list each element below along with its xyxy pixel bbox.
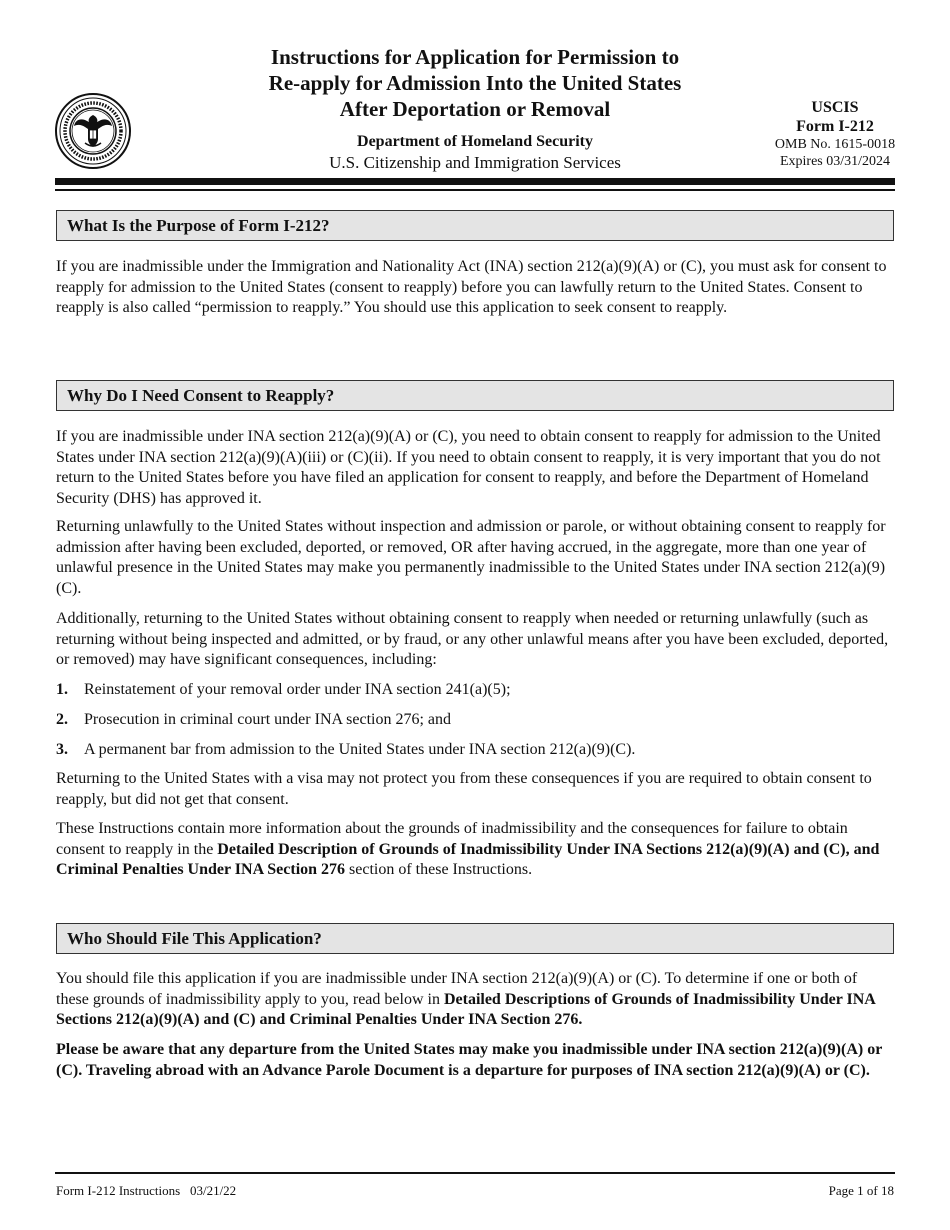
detailed-descriptions-reference: Detailed Descriptions of Grounds of Inadmissibility Under INA Sections 212(a)(9)(A) and (C) and Criminal Penalties Under INA Section 276. xyxy=(56,990,875,1028)
list-text: Prosecution in criminal court under INA section 276; and xyxy=(84,711,452,728)
list-number: 2. xyxy=(56,711,68,728)
title-line-3: After Deportation or Removal xyxy=(339,97,611,121)
list-text: Reinstatement of your removal order under INA section 241(a)(5); xyxy=(84,681,511,698)
agency-name: U.S. Citizenship and Immigration Services xyxy=(329,153,621,172)
header-rule-thick xyxy=(55,178,895,185)
expiration-date: Expires 03/31/2024 xyxy=(779,154,891,169)
department-name: Department of Homeland Security xyxy=(357,133,593,150)
form-id-block xyxy=(760,98,910,170)
title-line-1: Instructions for Application for Permission to xyxy=(270,45,680,69)
document-title xyxy=(230,44,720,122)
title-line-2: Re-apply for Admission Into the United States xyxy=(268,71,682,95)
who-paragraph-1-lead: You should file this application if you are inadmissible under INA section 212(a)(9)(A) or (C). To determine if one or both of these grounds of inadmissibility apply to you, read below in xyxy=(56,970,858,1008)
detailed-description-reference: Detailed Description of Grounds of Inadmissibility Under INA Sections 212(a)(9)(A) and (C), and Criminal Penalties Under INA Section 276 xyxy=(56,840,880,878)
dhs-seal-icon xyxy=(55,93,131,169)
omb-number: OMB No. 1615-0018 xyxy=(774,137,896,152)
footer-form-edition: Form I-212 Instructions 03/21/22 xyxy=(56,1183,237,1198)
who-paragraph-1 xyxy=(56,969,892,1031)
why-paragraph-1: If you are inadmissible under INA section 212(a)(9)(A) or (C), you need to obtain consent to reapply for admission to the United States under INA section 212(a)(9)(A)(iii) or (C)(ii). If you need to obtain consent to reapply, it is very important that you do not return to the United States before you have filed an application for consent to reapply, and before the Department of Homeland Security (DHS) has approved it. xyxy=(56,428,881,507)
section-heading-why: Why Do I Need Consent to Reapply? xyxy=(56,380,894,411)
why-paragraph-5-tail: section of these Instructions. xyxy=(345,861,533,878)
agency-short-name: USCIS xyxy=(811,99,859,116)
header-rule-thin xyxy=(55,189,895,191)
why-paragraph-3: Additionally, returning to the United States without obtaining consent to reapply when needed or returning unlawfully (such as returning without being inspected and admitted, or by fraud, or any other unlawful means after you have been excluded, deported, or removed) may have significant consequences, including: xyxy=(56,610,889,668)
why-paragraph-5-lead: These Instructions contain more information about the grounds of inadmissibility and the consequences for failure to obtain consent to reapply in the xyxy=(56,820,848,858)
list-text: A permanent bar from admission to the United States under INA section 212(a)(9)(C). xyxy=(84,741,636,758)
list-number: 3. xyxy=(56,741,68,758)
who-paragraph-2-warning: Please be aware that any departure from the United States may make you inadmissible under INA section 212(a)(9)(A) or (C). Traveling abroad with an Advance Parole Document is a departure for purposes of INA section 212(a)(9)(A) or (C). xyxy=(56,1041,883,1079)
why-paragraph-4: Returning to the United States with a visa may not protect you from these consequences if you are required to obtain consent to reapply, but did not get that consent. xyxy=(56,770,872,808)
why-paragraph-2: Returning unlawfully to the United States without inspection and admission or parole, or without obtaining consent to reapply for admission after having been excluded, deported, or removed, OR after having accrued, in the aggregate, more than one year of unlawful presence in the United States may make you permanently inadmissible to the United States under INA section 212(a)(9)(C). xyxy=(56,518,886,597)
section-heading-who: Who Should File This Application? xyxy=(56,923,894,954)
footer-rule xyxy=(55,1172,895,1174)
section-heading-purpose: What Is the Purpose of Form I-212? xyxy=(56,210,894,241)
footer-page-number: Page 1 of 18 xyxy=(828,1183,894,1198)
form-number: Form I-212 xyxy=(796,118,874,135)
list-number: 1. xyxy=(56,681,68,698)
why-paragraph-5 xyxy=(56,819,892,881)
purpose-paragraph-1: If you are inadmissible under the Immigration and Nationality Act (INA) section 212(a)(9)(A) or (C), you must ask for consent to reapply for admission to the United States (consent to reapply) before you can lawfully return to the United States. Consent to reapply is also called “permission to reapply.” You should use this application to seek consent to reapply. xyxy=(56,258,887,316)
